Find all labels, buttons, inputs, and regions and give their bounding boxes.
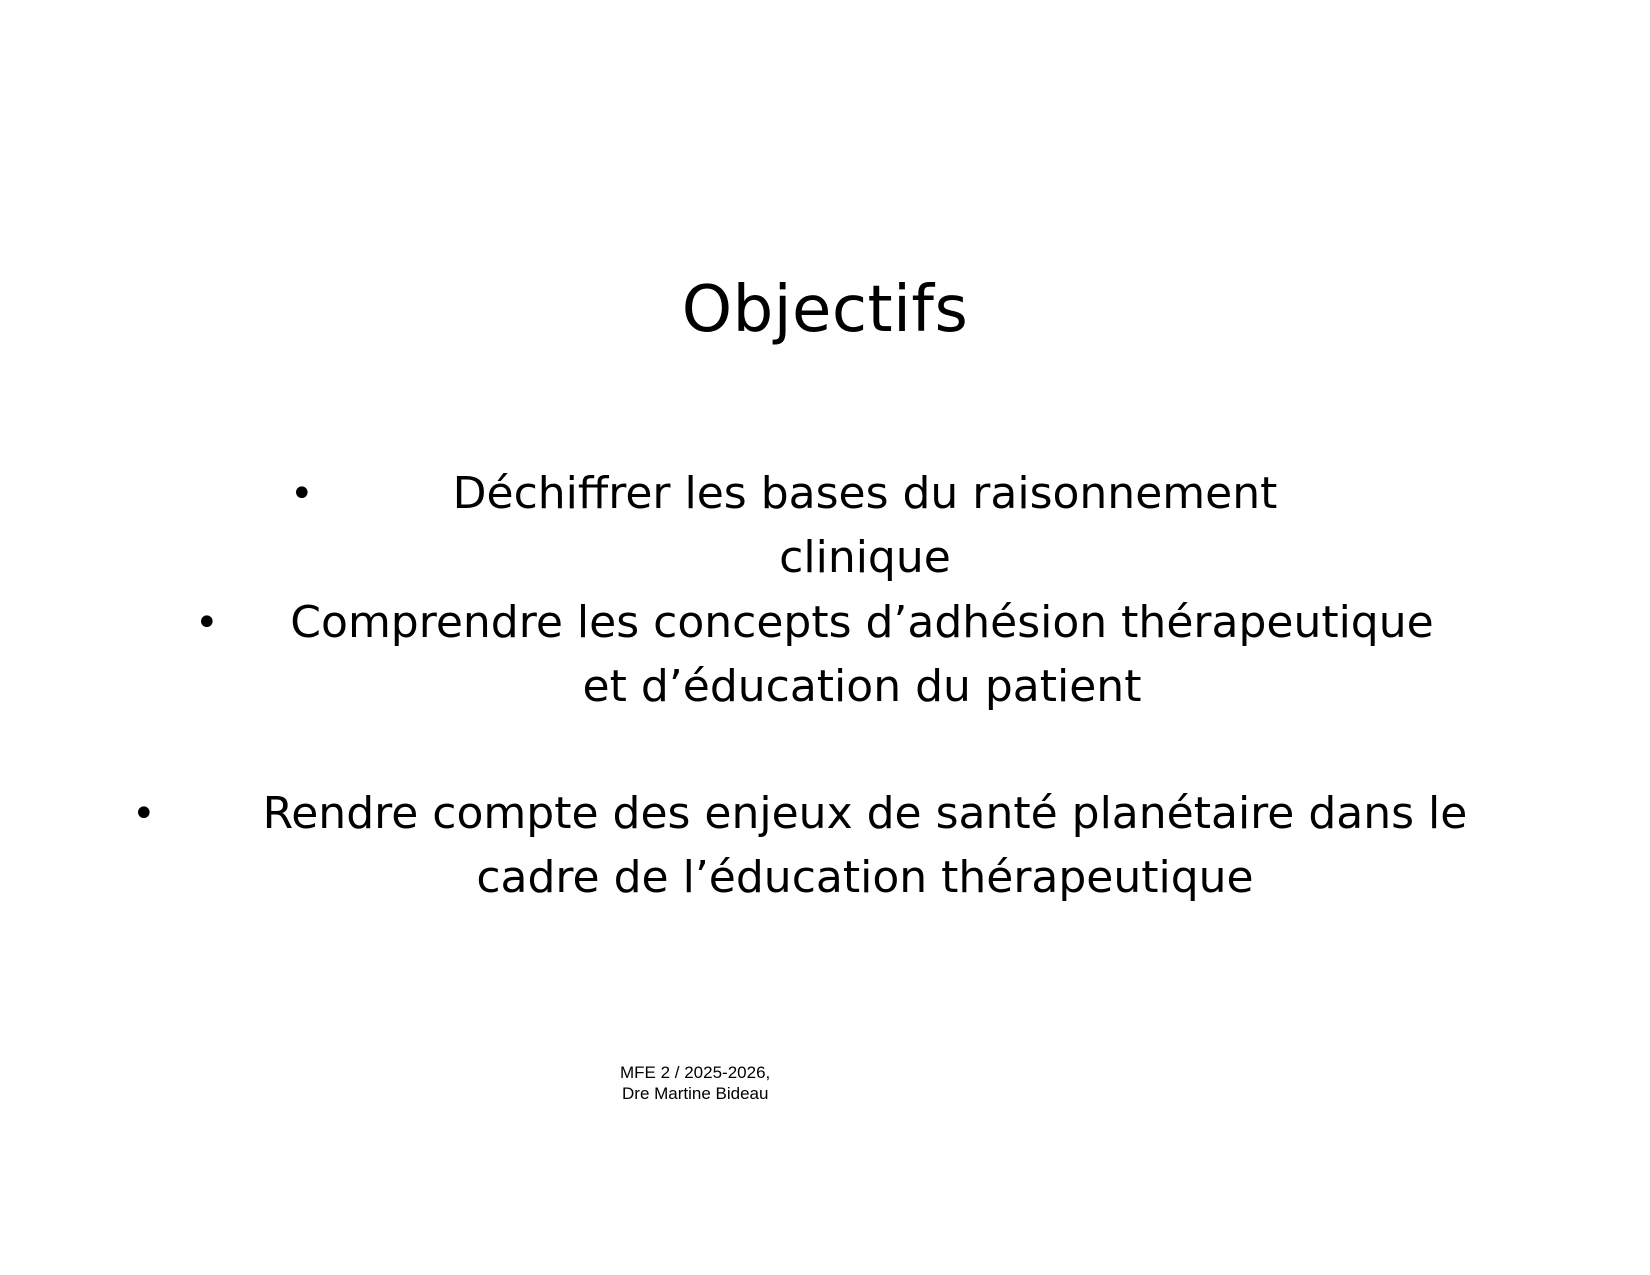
- bullet-1-symbol: •: [290, 471, 314, 517]
- bullet-2-text: Comprendre les concepts d’adhésion thérapeutique et d’éducation du patient: [290, 597, 1434, 712]
- bullet-1-text: Déchiffrer les bases du raisonnement clinique: [452, 468, 1278, 583]
- bullet-3-symbol: •: [132, 791, 156, 837]
- bullet-3-text: Rendre compte des enjeux de santé planétaire dans le cadre de l’éducation thérapeutique: [262, 788, 1468, 903]
- slide-title: Objectifs: [681, 273, 969, 347]
- footer-course-line: MFE 2 / 2025-2026,: [620, 1063, 771, 1082]
- footer-author-line: Dre Martine Bideau: [622, 1084, 769, 1103]
- slide-footer: [620, 1062, 860, 1104]
- bullet-2-symbol: •: [195, 600, 219, 646]
